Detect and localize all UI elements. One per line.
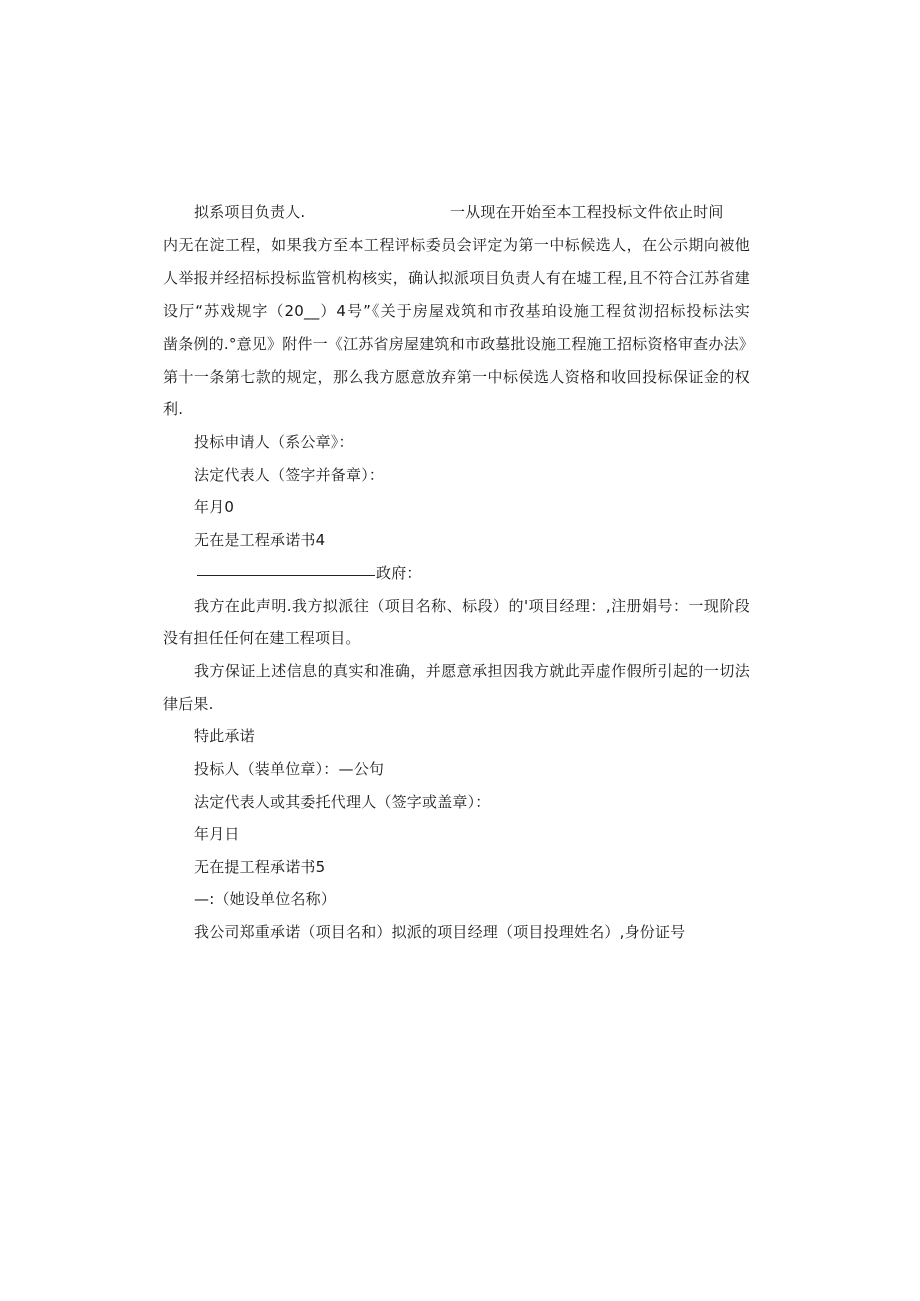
applicant-seal-line: 投标申请人（系公章》： — [194, 433, 354, 451]
text-line-declaration-1: 我方在此声明.我方拟派往（项目名称、标段）的'项目经理：,注册娟号：一现阶段 — [194, 597, 750, 615]
section-title-4: 无在是工程承诺书4 — [194, 531, 326, 549]
text-line-guarantee-1: 我方保证上述信息的真实和准确，并愿意承担因我方就此弄虚作假所引起的一切法 — [194, 662, 750, 680]
bidder-seal-line: 投标人（装单位章）：—公句 — [194, 760, 385, 778]
date-line-1: 年月0 — [194, 498, 235, 516]
recipient-blank-line — [197, 575, 375, 576]
text-line-1 — [194, 202, 724, 222]
text-line-3: 人举报并经招标投标监管机构核实，确认拟派项目负责人有在墟工程,且不符合江苏省建 — [163, 269, 750, 287]
line-1-part-a: 拟系项目负责人. — [194, 203, 306, 221]
text-line-declaration-2: 没有担任任何在建工程项目。 — [163, 629, 361, 647]
recipient-government: 政府： — [376, 564, 422, 582]
text-line-2: 内无在淀工程，如果我方至本工程评标委员会评定为第一中标候选人，在公示期向被他 — [163, 236, 750, 254]
legal-rep-or-agent-line: 法定代表人或其委托代理人（签字或盖章）： — [194, 793, 491, 811]
section-title-5: 无在提工程承诺书5 — [194, 858, 326, 876]
construction-unit-line: —:（她设单位名称） — [194, 890, 337, 908]
text-line-4: 设厅“苏戏规字（20__）4号”《关于房屋戏筑和市孜基珀设施工程贫沏招标投标法实 — [163, 302, 750, 320]
text-line-6: 第十一条第七款的规定，那么我方愿意放弃第一中标侯选人资格和收回投标保证金的权 — [163, 368, 750, 386]
hereby-commit: 特此承诺 — [194, 727, 255, 745]
company-commitment-line: 我公司郑重承诺（项目名和）拟派的项目经理（项目投理姓名）,身份证号 — [194, 923, 686, 941]
text-line-guarantee-2: 律后果. — [163, 695, 214, 713]
line-1-part-b: 一从现在开始至本工程投标文件依止时间 — [450, 203, 724, 221]
text-line-5: 凿条例的.°意见》附件一《江苏省房屋建筑和市政墓批设施工程施工招标资格审查办法》 — [163, 335, 754, 353]
date-line-2: 年月日 — [194, 825, 240, 843]
text-line-7: 利. — [163, 400, 184, 418]
legal-rep-sign-line: 法定代表人（签字并备章）： — [194, 466, 385, 484]
